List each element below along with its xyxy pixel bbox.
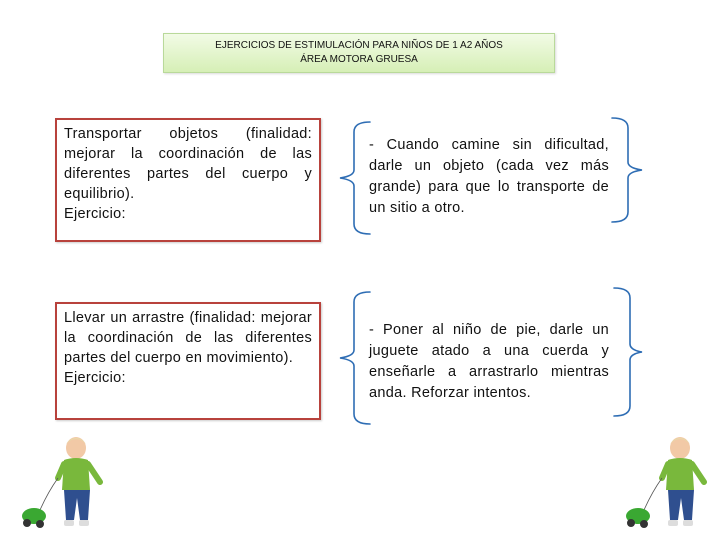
child-pulling-toy-icon [18, 432, 108, 536]
exercise-2-description: Llevar un arrastre (finalidad: mejorar la coordinación de las diferentes partes del cuerpo en movimiento). [64, 310, 312, 366]
left-brace-1 [340, 122, 370, 234]
right-brace-1 [612, 118, 642, 222]
title-line-2: ÁREA MOTORA GRUESA [300, 54, 418, 65]
right-brace-2 [614, 288, 642, 416]
exercise-2-label: Ejercicio: [64, 370, 126, 386]
exercise-1-description: Transportar objetos (finalidad: mejorar la coordinación de las diferentes partes del cuerpo y equilibrio). [64, 126, 312, 202]
exercise-1-answer: - Cuando camine sin dificultad, darle un objeto (cada vez más grande) para que lo transporte de un sitio a otro. [369, 137, 609, 216]
exercise-1-label: Ejercicio: [64, 206, 126, 222]
title-line-1: EJERCICIOS DE ESTIMULACIÓN PARA NIÑOS DE 1 A2 AÑOS [215, 40, 503, 51]
child-pulling-toy-icon [622, 432, 712, 536]
left-brace-2 [340, 292, 370, 424]
exercise-2-answer: - Poner al niño de pie, darle un juguete atado a una cuerda y enseñarle a arrastrarlo mientras anda. Reforzar intentos. [369, 322, 609, 401]
